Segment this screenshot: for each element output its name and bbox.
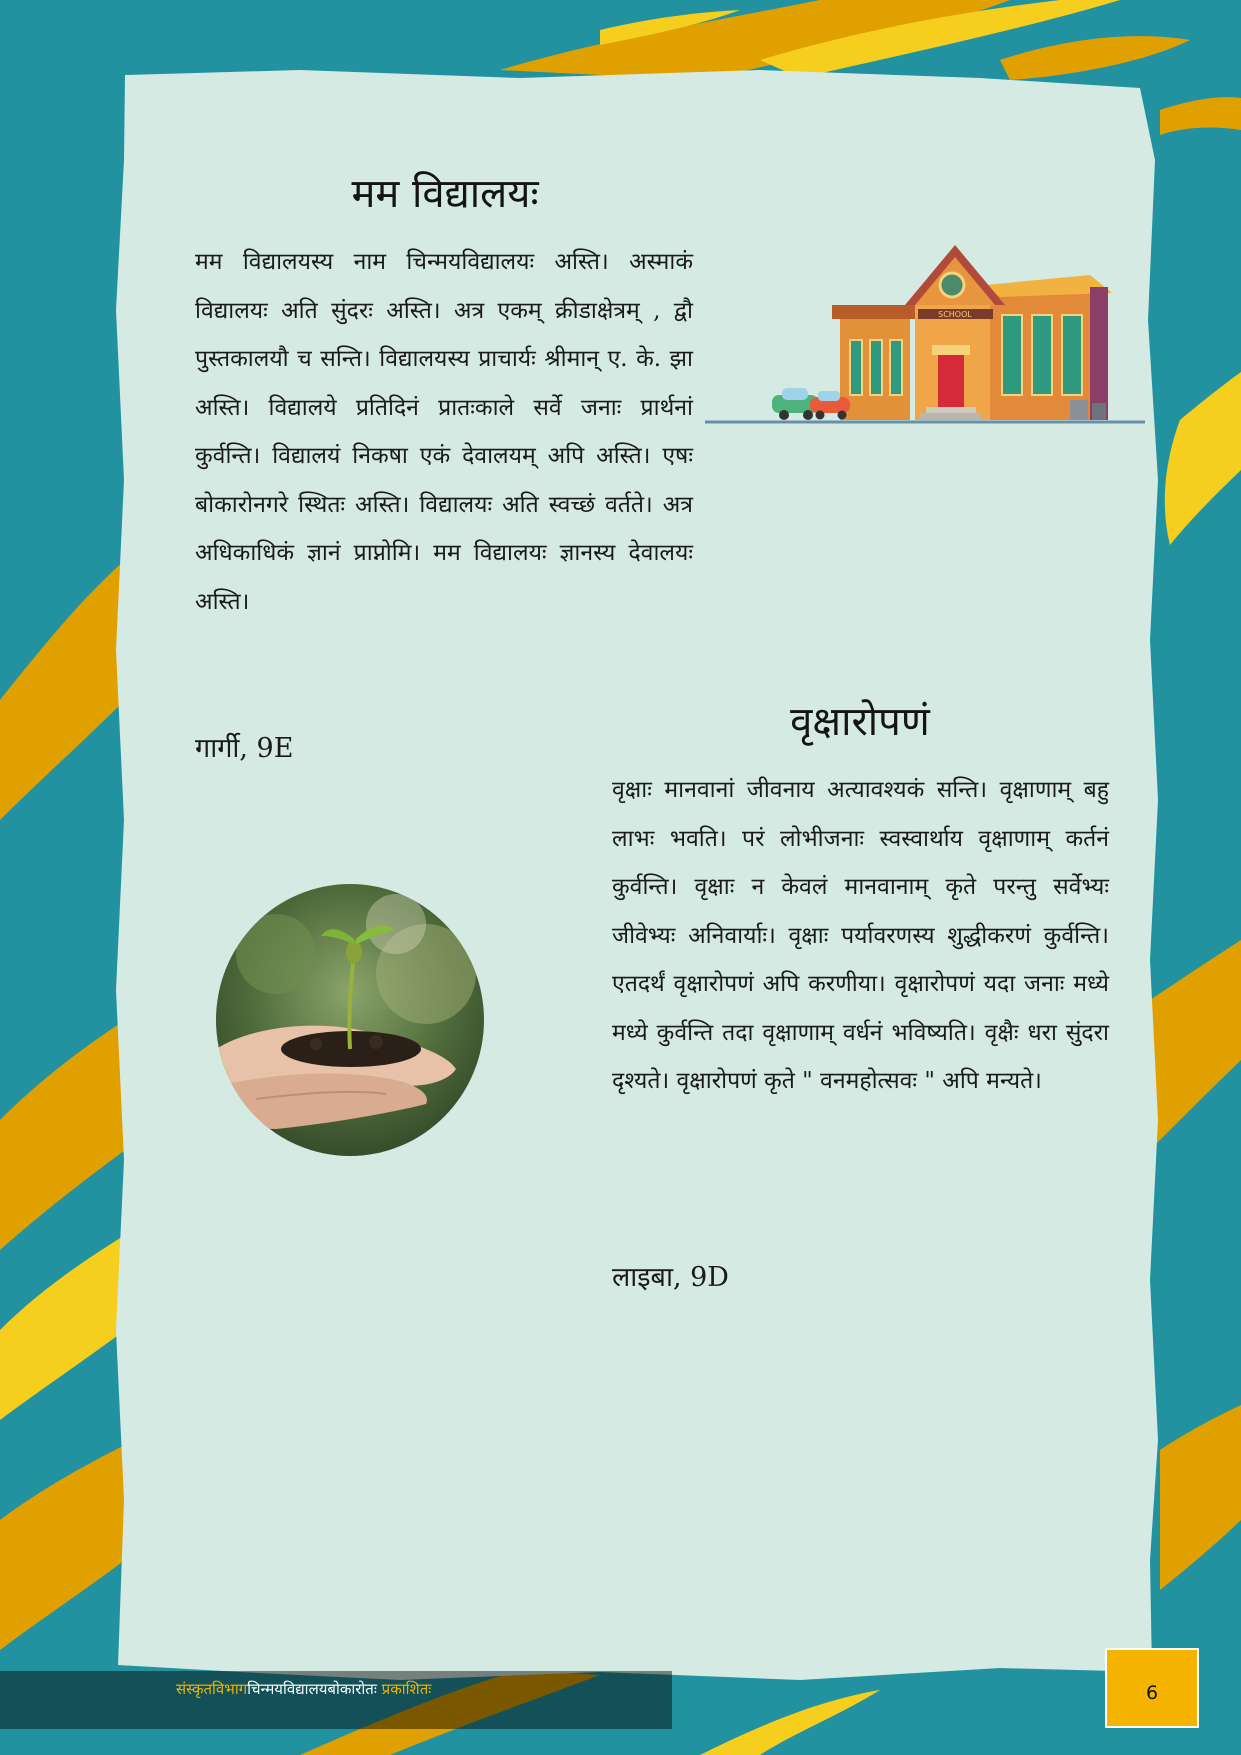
footer-department: संस्कृतविभाग [176, 1680, 248, 1698]
article1-author: गार्गी, 9E [195, 733, 294, 764]
article2-title: वृक्षारोपणं [790, 699, 930, 745]
article1-body: मम विद्यालयस्य नाम चिन्मयविद्यालयः अस्ति। अस्माकं विद्यालयः अति सुंदरः अस्ति। अत्र एकम् क्रीडाक्षेत्रम् , द्वौ पुस्तकालयौ च सन्ति। विद्यालयस्य प्राचार्यः श्रीमान् ए. के. झा अस्ति। विद्यालये प्रतिदिनं प्रातःकाले सर्वे जनाः प्रार्थनां कुर्वन्ति। विद्यालयं निकषा एकं देवालयम् अपि अस्ति। एषः बोकारोनगरे स्थितः अस्ति। विद्यालयः अति स्वच्छं वर्तते। अत्र अधिकाधिकं ज्ञानं प्राप्नोमि। मम विद्यालयः ज्ञानस्य देवालयः अस्ति। [195, 249, 693, 615]
footer-publisher [176, 1678, 431, 1700]
school-building-illustration [700, 245, 1150, 425]
article1-title: मम विद्यालयः [351, 171, 539, 217]
page-number: 6 [1145, 1682, 1159, 1704]
school-sign: SCHOOL [938, 310, 972, 319]
footer-school: चिन्मयविद्यालयबोकारोतः [247, 1680, 377, 1698]
seedling-in-hands-photo [216, 884, 484, 1156]
article2-body: वृक्षाः मानवानां जीवनाय अत्यावश्यकं सन्ति। वृक्षाणाम् बहु लाभः भवति। परं लोभीजनाः स्वस्वार्थाय वृक्षाणाम् कर्तनं कुर्वन्ति। वृक्षाः न केवलं मानवानाम् कृते परन्तु सर्वेभ्यः जीवेभ्यः अनिवार्याः। वृक्षाः पर्यावरणस्य शुद्धीकरणं कुर्वन्ति। एतदर्थं वृक्षारोपणं अपि करणीया। वृक्षारोपणं यदा जनाः मध्ये मध्ये कुर्वन्ति तदा वृक्षाणाम् वर्धनं भविष्यति। वृक्षैः धरा सुंदरा दृश्यते। वृक्षारोपणं कृते " वनमहोत्सवः " अपि मन्यते। [612, 777, 1109, 1094]
article2-author: लाइबा, 9D [612, 1262, 729, 1293]
footer-published: प्रकाशितः [376, 1680, 432, 1698]
page-number-box [1105, 1648, 1199, 1728]
